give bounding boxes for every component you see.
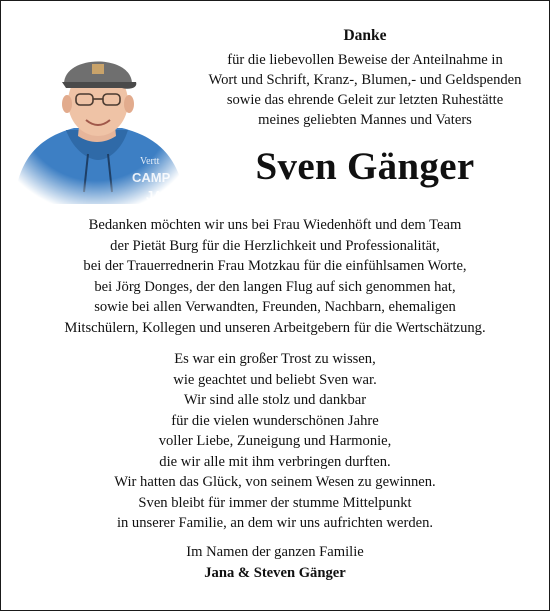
signoff-line: Im Namen der ganzen Familie bbox=[186, 544, 364, 560]
text-line: Wir hatten das Glück, von seinem Wesen zu gewinnen. bbox=[114, 474, 436, 490]
text-line: in unserer Familie, an dem wir uns aufrichten werden. bbox=[116, 515, 434, 531]
thanks-header bbox=[200, 26, 530, 130]
text-line: sowie bei allen Verwandten, Freunden, Nachbarn, ehemaligen bbox=[94, 299, 456, 315]
text-line: Es war ein großer Trost zu wissen, bbox=[174, 351, 376, 367]
header-line: sowie das ehrende Geleit zur letzten Ruhestätte bbox=[226, 92, 504, 108]
portrait-photo bbox=[4, 24, 188, 204]
signoff-names: Jana & Steven Gänger bbox=[204, 564, 346, 581]
text-line: für die vielen wunderschönen Jahre bbox=[171, 412, 379, 429]
text-line: bei Jörg Donges, der den langen Flug auf sich genommen hat, bbox=[94, 278, 456, 295]
text-line: Wir sind alle stolz und dankbar bbox=[183, 392, 367, 408]
family-signoff bbox=[0, 542, 550, 583]
text-line: der Pietät Burg für die Herzlichkeit und Professionalität, bbox=[110, 237, 440, 254]
text-line: bei der Trauerrednerin Frau Motzkau für die einfühlsamen Worte, bbox=[83, 258, 467, 274]
header-line: Wort und Schrift, Kranz-, Blumen,- und Geldspenden bbox=[208, 72, 522, 88]
text-line: die wir alle mit ihm verbringen durften. bbox=[159, 453, 391, 470]
text-line: wie geachtet und beliebt Sven war. bbox=[173, 371, 377, 388]
header-line: für die liebevollen Beweise der Anteilnahme in bbox=[227, 52, 503, 68]
text-line: Mitschülern, Kollegen und unseren Arbeitgebern für die Wertschätzung. bbox=[64, 319, 486, 336]
memory-text bbox=[0, 349, 550, 534]
deceased-name: Sven Gänger bbox=[255, 145, 475, 188]
text-line: Sven bleibt für immer der stumme Mittelpunkt bbox=[138, 494, 412, 511]
text-line: Bedanken möchten wir uns bei Frau Wiedenhöft und dem Team bbox=[88, 217, 462, 233]
acknowledgement-text bbox=[0, 215, 550, 338]
header-line: meines geliebten Mannes und Vaters bbox=[258, 112, 472, 128]
header-title: Danke bbox=[343, 27, 387, 44]
portrait-illustration bbox=[4, 24, 188, 204]
text-line: voller Liebe, Zuneigung und Harmonie, bbox=[158, 433, 392, 449]
